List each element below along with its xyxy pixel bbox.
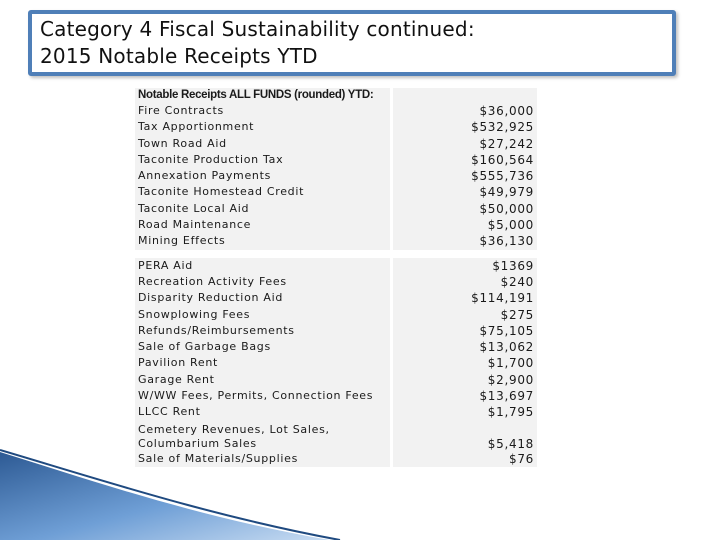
- receipt-label: Tax Apportionment: [135, 119, 393, 135]
- receipt-amount: $1369: [393, 258, 537, 274]
- receipt-label: Garage Rent: [135, 372, 393, 388]
- receipt-amount: $532,925: [393, 119, 537, 135]
- table-row: [135, 307, 537, 323]
- slide-title-line-2: 2015 Notable Receipts YTD: [40, 44, 318, 68]
- receipt-label: Snowplowing Fees: [135, 307, 393, 323]
- table-row: [135, 339, 537, 355]
- receipt-label: Cemetery Revenues, Lot Sales, Columbarium Sales: [135, 421, 393, 451]
- receipt-label: Sale of Materials/Supplies: [135, 451, 393, 467]
- table-row: [135, 323, 537, 339]
- receipt-label: Pavilion Rent: [135, 355, 393, 371]
- receipt-label: Refunds/Reimbursements: [135, 323, 393, 339]
- decorative-swoosh: [0, 440, 720, 540]
- table-row: [135, 404, 537, 420]
- receipt-label: Annexation Payments: [135, 168, 393, 184]
- table-row: [135, 201, 537, 217]
- table-row: [135, 388, 537, 404]
- receipt-amount: $5,418: [393, 421, 537, 451]
- group-gap: [135, 250, 537, 258]
- receipt-label: PERA Aid: [135, 258, 393, 274]
- receipt-label: Town Road Aid: [135, 136, 393, 152]
- table-row: [135, 274, 537, 290]
- table-header: Notable Receipts ALL FUNDS (rounded) YTD:: [135, 88, 393, 103]
- receipt-amount: $240: [393, 274, 537, 290]
- receipt-amount: $275: [393, 307, 537, 323]
- receipt-amount: $2,900: [393, 372, 537, 388]
- table-row: [135, 103, 537, 119]
- table-row: [135, 355, 537, 371]
- table-row: [135, 184, 537, 200]
- receipt-label: Taconite Production Tax: [135, 152, 393, 168]
- table-row: [135, 152, 537, 168]
- receipt-amount: $13,062: [393, 339, 537, 355]
- receipts-group-1: [135, 103, 537, 250]
- receipt-label: Taconite Local Aid: [135, 201, 393, 217]
- receipt-amount: $36,130: [393, 233, 537, 249]
- receipt-amount: $49,979: [393, 184, 537, 200]
- receipt-amount: $13,697: [393, 388, 537, 404]
- receipt-amount: $76: [393, 451, 537, 467]
- receipt-label: Sale of Garbage Bags: [135, 339, 393, 355]
- receipt-amount: $5,000: [393, 217, 537, 233]
- receipt-label: Recreation Activity Fees: [135, 274, 393, 290]
- receipt-amount: $1,700: [393, 355, 537, 371]
- receipt-label: Disparity Reduction Aid: [135, 290, 393, 306]
- receipt-amount: $114,191: [393, 290, 537, 306]
- receipts-group-2: [135, 258, 537, 467]
- table-header-value: [393, 88, 537, 103]
- receipt-amount: $50,000: [393, 201, 537, 217]
- receipt-amount: $555,736: [393, 168, 537, 184]
- receipt-label: W/WW Fees, Permits, Connection Fees: [135, 388, 393, 404]
- receipt-amount: $1,795: [393, 404, 537, 420]
- receipt-amount: $75,105: [393, 323, 537, 339]
- receipt-label: Mining Effects: [135, 233, 393, 249]
- table-row: [135, 233, 537, 249]
- receipt-amount: $36,000: [393, 103, 537, 119]
- receipts-table: [135, 88, 537, 467]
- receipt-amount: $160,564: [393, 152, 537, 168]
- table-row: [135, 119, 537, 135]
- table-row: [135, 258, 537, 274]
- receipt-label: Road Maintenance: [135, 217, 393, 233]
- table-row: [135, 372, 537, 388]
- receipt-label: Fire Contracts: [135, 103, 393, 119]
- table-row: [135, 290, 537, 306]
- slide-title-line-1: Category 4 Fiscal Sustainability continued:: [40, 17, 475, 41]
- table-row: [135, 217, 537, 233]
- slide-title-box: [28, 10, 676, 76]
- receipt-label: Taconite Homestead Credit: [135, 184, 393, 200]
- receipt-label: LLCC Rent: [135, 404, 393, 420]
- table-row: [135, 168, 537, 184]
- table-row: [135, 136, 537, 152]
- table-header-row: [135, 88, 537, 103]
- receipt-amount: $27,242: [393, 136, 537, 152]
